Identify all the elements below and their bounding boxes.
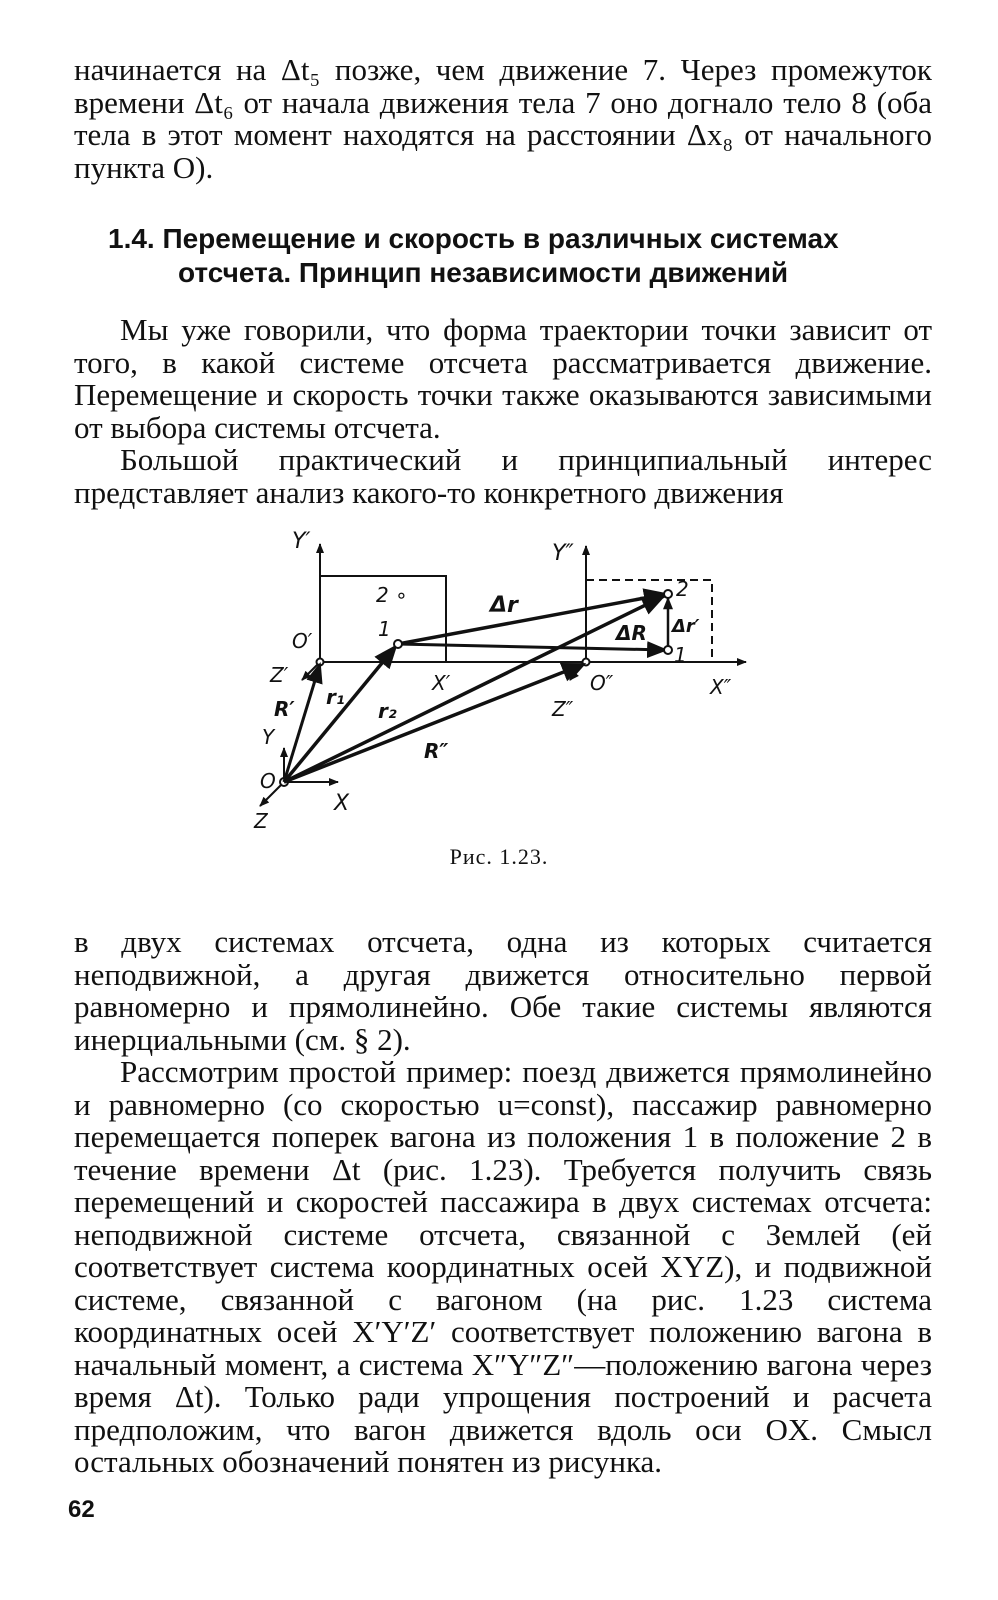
label-y-prime: Y′ — [292, 530, 311, 554]
label-o-fixed: O — [260, 769, 276, 793]
label-y-double-prime: Y″ — [552, 541, 574, 566]
label-point-2-final: 2 — [676, 577, 689, 601]
paragraph-2-end: в двух системах отсчета, одна из которых считается неподвижной, а другая движется относительно первой равномерно и прямолинейно. Обе такие системы являются инерциальными (см. § 2). — [74, 924, 932, 1057]
point-2-final — [664, 590, 672, 598]
label-point-1-final: 1 — [674, 643, 687, 667]
label-x-fixed: X — [334, 791, 350, 816]
page-number: 62 — [68, 1496, 95, 1523]
label-o-double-prime: O″ — [590, 671, 614, 695]
point-1-final — [664, 646, 672, 654]
label-z-double-prime: Z″ — [552, 697, 574, 721]
label-z-fixed: Z — [254, 809, 268, 830]
label-o-prime: O′ — [292, 629, 313, 653]
label-r-prime: R′ — [274, 697, 295, 721]
label-x-prime: X′ — [432, 671, 451, 695]
label-r1: r₁ — [326, 685, 345, 709]
section-heading-line1: 1.4. Перемещение и скорость в различных системах — [108, 223, 839, 254]
point-1-initial — [394, 640, 402, 648]
figure-caption: Рис. 1.23. — [449, 844, 549, 869]
paragraph-3: Рассмотрим простой пример: поезд движется прямолинейно и равномерно (со скоростью u=const), пассажир равномерно перемещается поперек вагона из положения 1 в положение 2 в течение времени Δt (рис. 1.23). Требуется получить связь перемещений и скоростей пассажира в двух системах отсчета: неподвижной системе отсчета, связанной с Землей (ей соответствует система координатных осей XYZ), и подвижной системе, связанной с вагоном (на рис. 1.23 система координатных осей X′Y′Z′ соответствует положению вагона в начальный момент, а система X″Y″Z″—положению вагона через время Δt). Только ради упрощения построений и расчета предположим, что вагон движется вдоль оси OX. Смысл остальных обозначений понятен из рисунка. — [74, 1054, 932, 1479]
label-r-double-prime: R″ — [424, 739, 449, 763]
label-r2: r₂ — [378, 699, 397, 723]
intro-paragraph: начинается на Δt₅ позже, чем движение 7. Через промежуток времени Δt₆ от начала движения тела 7 оно догнало тело 8 (оба тела в этот момент находятся на расстоянии Δx₈ от начального пункта O). — [74, 52, 932, 185]
label-delta-r-prime: Δr′ — [672, 616, 700, 637]
label-point-1-initial: 1 — [378, 617, 391, 641]
label-point-2-initial: 2 ∘ — [376, 583, 408, 607]
paragraph-2-start: Большой практический и принципиальный интерес представляет анализ какого-то конкретного движения — [74, 442, 932, 510]
label-z-prime: Z′ — [270, 663, 289, 687]
vector-r-prime-big — [284, 664, 320, 782]
section-heading — [108, 222, 928, 290]
label-delta-R: ΔR — [616, 621, 647, 645]
label-delta-r: Δr — [490, 593, 518, 618]
paragraph-1: Мы уже говорили, что форма траектории точки зависит от того, в какой системе отсчета рассматривается движение. Перемещение и скорость точки также оказываются зависимыми от выбора системы отсчета. — [74, 312, 932, 445]
section-heading-line2: отсчета. Принцип независимости движений — [178, 257, 789, 288]
label-y-fixed: Y — [262, 725, 275, 749]
label-x-double-prime: X″ — [710, 675, 732, 699]
figure-1-23 — [230, 530, 770, 830]
